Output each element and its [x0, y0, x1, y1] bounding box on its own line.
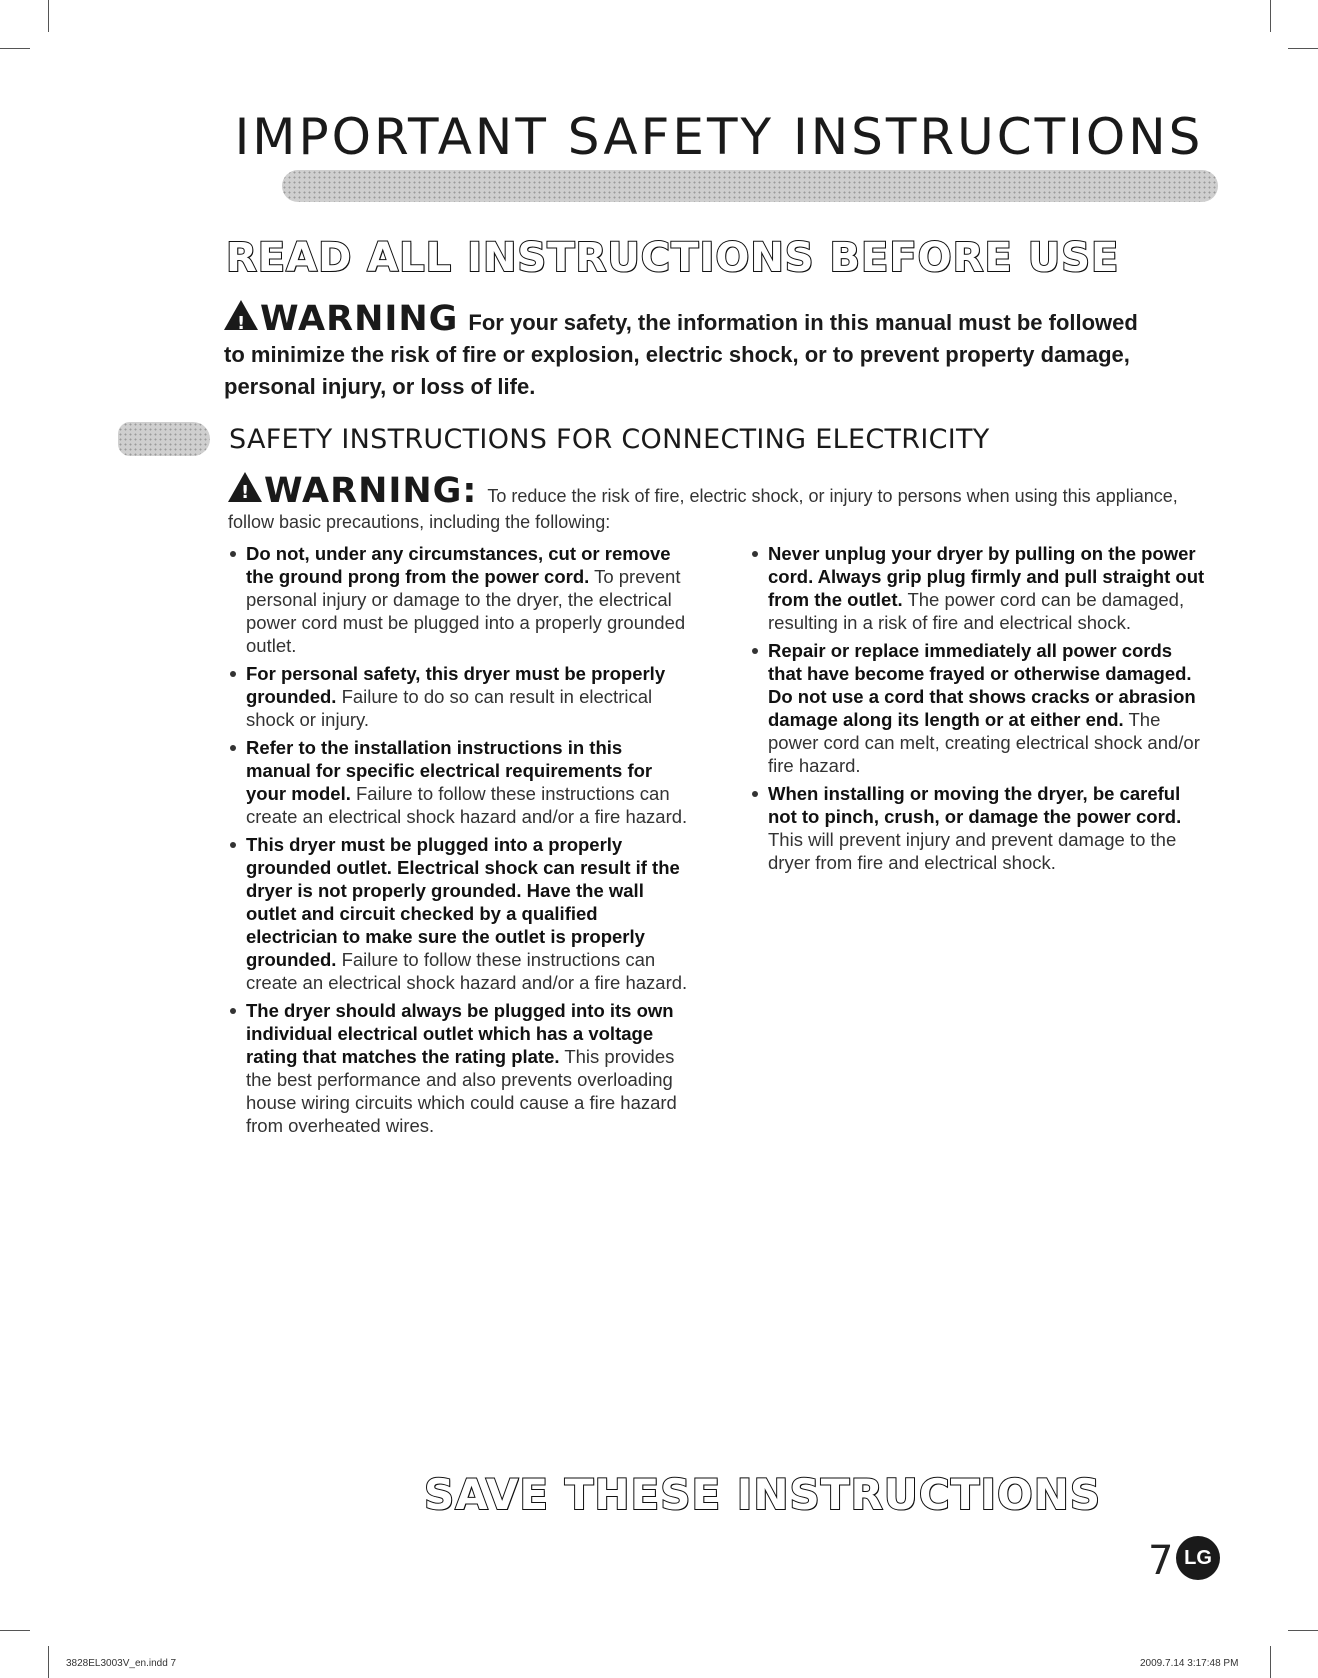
print-timestamp: 2009.7.14 3:17:48 PM	[1140, 1658, 1239, 1669]
crop-mark	[1270, 0, 1271, 32]
warning-triangle-icon	[228, 472, 262, 502]
electricity-warning	[228, 472, 1188, 535]
list-item: Refer to the installation instructions in this manual for specific electrical requirements for your model. Failure to follow these instructions can create an electrical shock hazard and/or a fire hazard.	[228, 736, 688, 828]
list-item: This dryer must be plugged into a properly grounded outlet. Electrical shock can result if the dryer is not properly grounded. Have the wall outlet and circuit checked by a qualified electrician to make sure the outlet is properly grounded. Failure to follow these instructions can create an electrical shock hazard and/or a fire hazard.	[228, 833, 688, 994]
crop-mark	[0, 48, 30, 49]
file-info: 3828EL3003V_en.indd 7	[66, 1658, 177, 1669]
warning-text: To reduce the risk of fire, electric shock, or injury to persons when using this appliance, follow basic precautions, including the following:	[228, 486, 1178, 532]
warning-label: !WARNING:	[228, 471, 477, 511]
list-item: Repair or replace immediately all power cords that have become frayed or otherwise damaged. Do not use a cord that shows cracks or abrasion damage along its length or at either end. The power cord can melt, creating electrical shock and/or fire hazard.	[750, 639, 1210, 777]
warning-text: For your safety, the information in this manual must be followed to minimize the risk of fire or explosion, electric shock, or to prevent property damage, personal injury, or loss of life.	[224, 310, 1138, 399]
list-item: The dryer should always be plugged into its own individual electrical outlet which has a voltage rating that matches the rating plate. This provides the best performance and also prevents overloading house wiring circuits which could cause a fire hazard from overheated wires.	[228, 999, 688, 1137]
warning-triangle-icon	[224, 300, 258, 330]
warning-notice	[224, 300, 1154, 403]
crop-mark	[0, 1630, 30, 1631]
list-item: When installing or moving the dryer, be careful not to pinch, crush, or damage the power cord. This will prevent injury and prevent damage to the dryer from fire and electrical shock.	[750, 782, 1210, 874]
warning-label: !WARNING	[224, 299, 458, 339]
right-instruction-column	[750, 542, 1210, 879]
read-all-instructions-headline: READ ALL INSTRUCTIONS BEFORE USE	[226, 235, 1120, 281]
crop-mark	[1270, 1646, 1271, 1678]
list-item: Never unplug your dryer by pulling on the power cord. Always grip plug firmly and pull straight out from the outlet. The power cord can be damaged, resulting in a risk of fire and electrical shock.	[750, 542, 1210, 634]
list-item: For personal safety, this dryer must be properly grounded. Failure to do so can result in electrical shock or injury.	[228, 662, 688, 731]
left-instruction-column	[228, 542, 688, 1142]
title-decorative-bar	[282, 170, 1218, 202]
crop-mark	[48, 0, 49, 32]
list-item: Do not, under any circumstances, cut or remove the ground prong from the power cord. To prevent personal injury or damage to the dryer, the electrical power cord must be plugged into a properly grounded outlet.	[228, 542, 688, 657]
save-instructions-headline: SAVE THESE INSTRUCTIONS	[424, 1470, 1102, 1519]
crop-mark	[1288, 1630, 1318, 1631]
crop-mark	[48, 1646, 49, 1678]
lg-logo-icon: LG	[1176, 1536, 1220, 1580]
crop-mark	[1288, 48, 1318, 49]
page-number: 7	[1148, 1538, 1174, 1584]
section-heading: SAFETY INSTRUCTIONS FOR CONNECTING ELECTRICITY	[229, 424, 990, 455]
page-title: IMPORTANT SAFETY INSTRUCTIONS	[234, 108, 1204, 166]
section-marker-icon	[118, 422, 210, 456]
